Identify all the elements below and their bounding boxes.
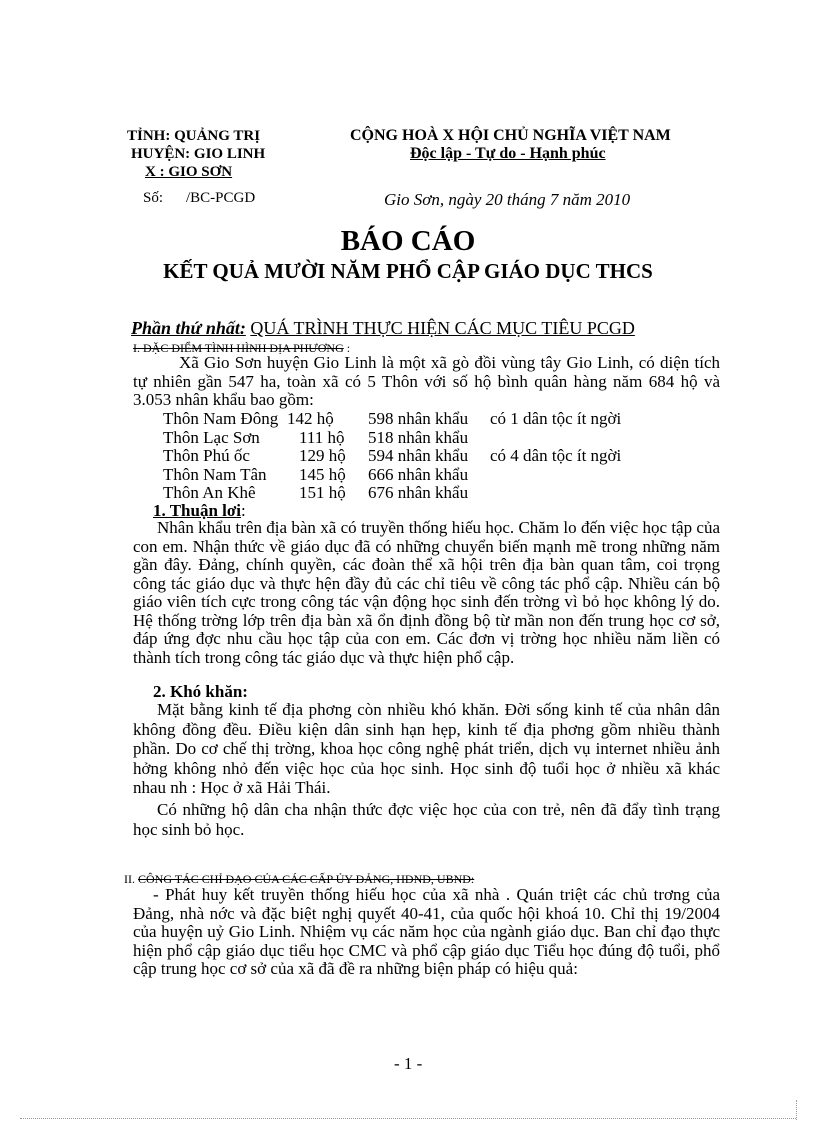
village-name: Thôn An Khê xyxy=(163,483,256,502)
village-name: Thôn Phú ốc xyxy=(163,446,250,465)
advantages-paragraph: Nhân khẩu trên địa bàn xã có truyền thống hiếu học. Chăm lo đến việc học tập của con em. Nhận thức về giáo dục đã có những chuyển biến mạnh mẽ trong những năm gần đây. Đảng, chính quyền, các đoàn thể xã hội trên địa bàn quan tâm, coi trọng công tác giáo dục và thực hện đầy đủ các chỉ tiêu về công tác phổ cập. Nhiều cán bộ giáo viên tích cực trong công tác vận động học sinh đến trờng vì bỏ học không lý do. Hệ thống trờng lớp trên địa bàn xã ổn định đồng bộ từ mần non đến trung học cơ sở, đáp ứng đợc nhu cầu học tập của con em. Các đơn vị trờng học nhiều năm liền có thành tích trong công tác giáo dục và thực hiện phổ cập. xyxy=(133,518,720,667)
section2-heading-text: CÔNG TÁC CHỈ ĐẠO CỦA CÁC CẤP ỦY ĐẢNG, HĐND, UBND: xyxy=(138,872,475,886)
village-households: 129 hộ xyxy=(299,446,346,465)
village-population: 518 nhân khẩu xyxy=(368,427,469,447)
difficulties-paragraph-2: Có những hộ dân cha nhận thức đợc việc học của con trẻ, nên đã đẩy tình trạng học sinh bỏ học. xyxy=(133,800,720,839)
village-note: có 4 dân tộc ít ngời xyxy=(490,446,622,465)
difficulties-heading: 2. Khó khăn: xyxy=(153,682,248,701)
advantages-heading-colon: : xyxy=(241,501,246,520)
village-households: 142 hộ xyxy=(287,409,334,428)
part1-label: Phần thứ nhất: xyxy=(131,318,246,338)
national-motto: Độc lập - Tự do - Hạnh phúc xyxy=(410,145,606,162)
advantages-heading-text: 1. Thuận lơi xyxy=(153,501,242,520)
village-households: 145 hộ xyxy=(299,464,346,484)
district-label: HUYỆN: GIO LINH xyxy=(131,146,266,162)
section2-paragraph: - Phát huy kết truyền thống hiếu học của xã nhà . Quán triệt các chủ trơng của Đảng, nhà nớc và đặc biệt nghị quyết 40-41, của quốc hội khoá 10. Chỉ thị 19/2004 của huyện uỷ Gio Linh. Nhiệm vụ các năm học của ngành giáo dục. Ban chỉ đạo thực hiện phổ cập giáo dục tiểu học CMC và phổ cập giáo dục Tiểu học đúng độ tuổi, phổ cập trung học cơ sở của xã đã đề ra những biện pháp có hiệu quả: xyxy=(133,885,720,978)
section1-intro: Xã Gio Sơn huyện Gio Linh là một xã gò đồi vùng tây Gio Linh, có diện tích tự nhiên gần 547 ha, toàn xã có 5 Thôn với số hộ bình quân hàng năm 684 hộ và 3.053 nhân khẩu bao gồm: xyxy=(133,353,720,409)
village-name: Thôn Nam Tân xyxy=(163,464,267,484)
section1-heading-colon: : xyxy=(346,341,351,355)
village-population: 598 nhân khẩu xyxy=(368,409,469,428)
difficulties-paragraph: Mặt bằng kinh tế địa phơng còn nhiều khó khăn. Đời sống kinh tế của nhân dân không đồng đều. Điều kiện dân sinh hạn hẹp, kinh tế địa phơng gồm nhiều thành phần. Do cơ chế thị trờng, khoa học công nghệ phát triển, dịch vụ internet nhiều ảnh hởng không nhỏ đến việc học của học sinh. Học sinh độ tuổi học ở nhiều xã khác nhau nh : Học ở xã Hải Thái. xyxy=(133,700,720,797)
section2-heading-number: II. xyxy=(124,872,135,886)
village-households: 111 hộ xyxy=(299,427,345,447)
report-title: BÁO CÁO xyxy=(340,225,476,257)
village-name: Thôn Nam Đông xyxy=(163,409,279,428)
section1-heading-text: I. ĐẶC ĐIỂM TÌNH HÌNH ĐỊA PHƯƠNG xyxy=(133,341,344,355)
doc-number-label: Số: xyxy=(143,190,164,206)
part1-heading xyxy=(131,318,635,339)
doc-number-code: /BC-PCGD xyxy=(186,190,256,206)
village-name: Thôn Lạc Sơn xyxy=(163,427,260,447)
nation-title: CỘNG HOÀ X HỘI CHỦ NGHĨA VIỆT NAM xyxy=(350,127,671,144)
village-note: có 1 dân tộc ít ngời xyxy=(490,409,622,428)
village-population: 666 nhân khẩu xyxy=(368,464,469,484)
page-number: - 1 - xyxy=(394,1054,423,1073)
report-subtitle: KẾT QUẢ MƯỜI NĂM PHỔ CẬP GIÁO DỤC THCS xyxy=(163,259,653,283)
village-households: 151 hộ xyxy=(299,483,346,502)
village-population: 594 nhân khẩu xyxy=(368,446,469,465)
village-population: 676 nhân khẩu xyxy=(368,483,469,502)
commune-label: X : GIO SƠN xyxy=(145,164,233,180)
page-border-corner xyxy=(796,1100,797,1120)
place-date: Gio Sơn, ngày 20 tháng 7 năm 2010 xyxy=(384,190,631,209)
part1-title: QUÁ TRÌNH THỰC HIỆN CÁC MỤC TIÊU PCGD xyxy=(250,318,635,338)
page-border-bottom xyxy=(20,1118,796,1119)
province-label: TỈNH: QUẢNG TRỊ xyxy=(127,128,261,144)
